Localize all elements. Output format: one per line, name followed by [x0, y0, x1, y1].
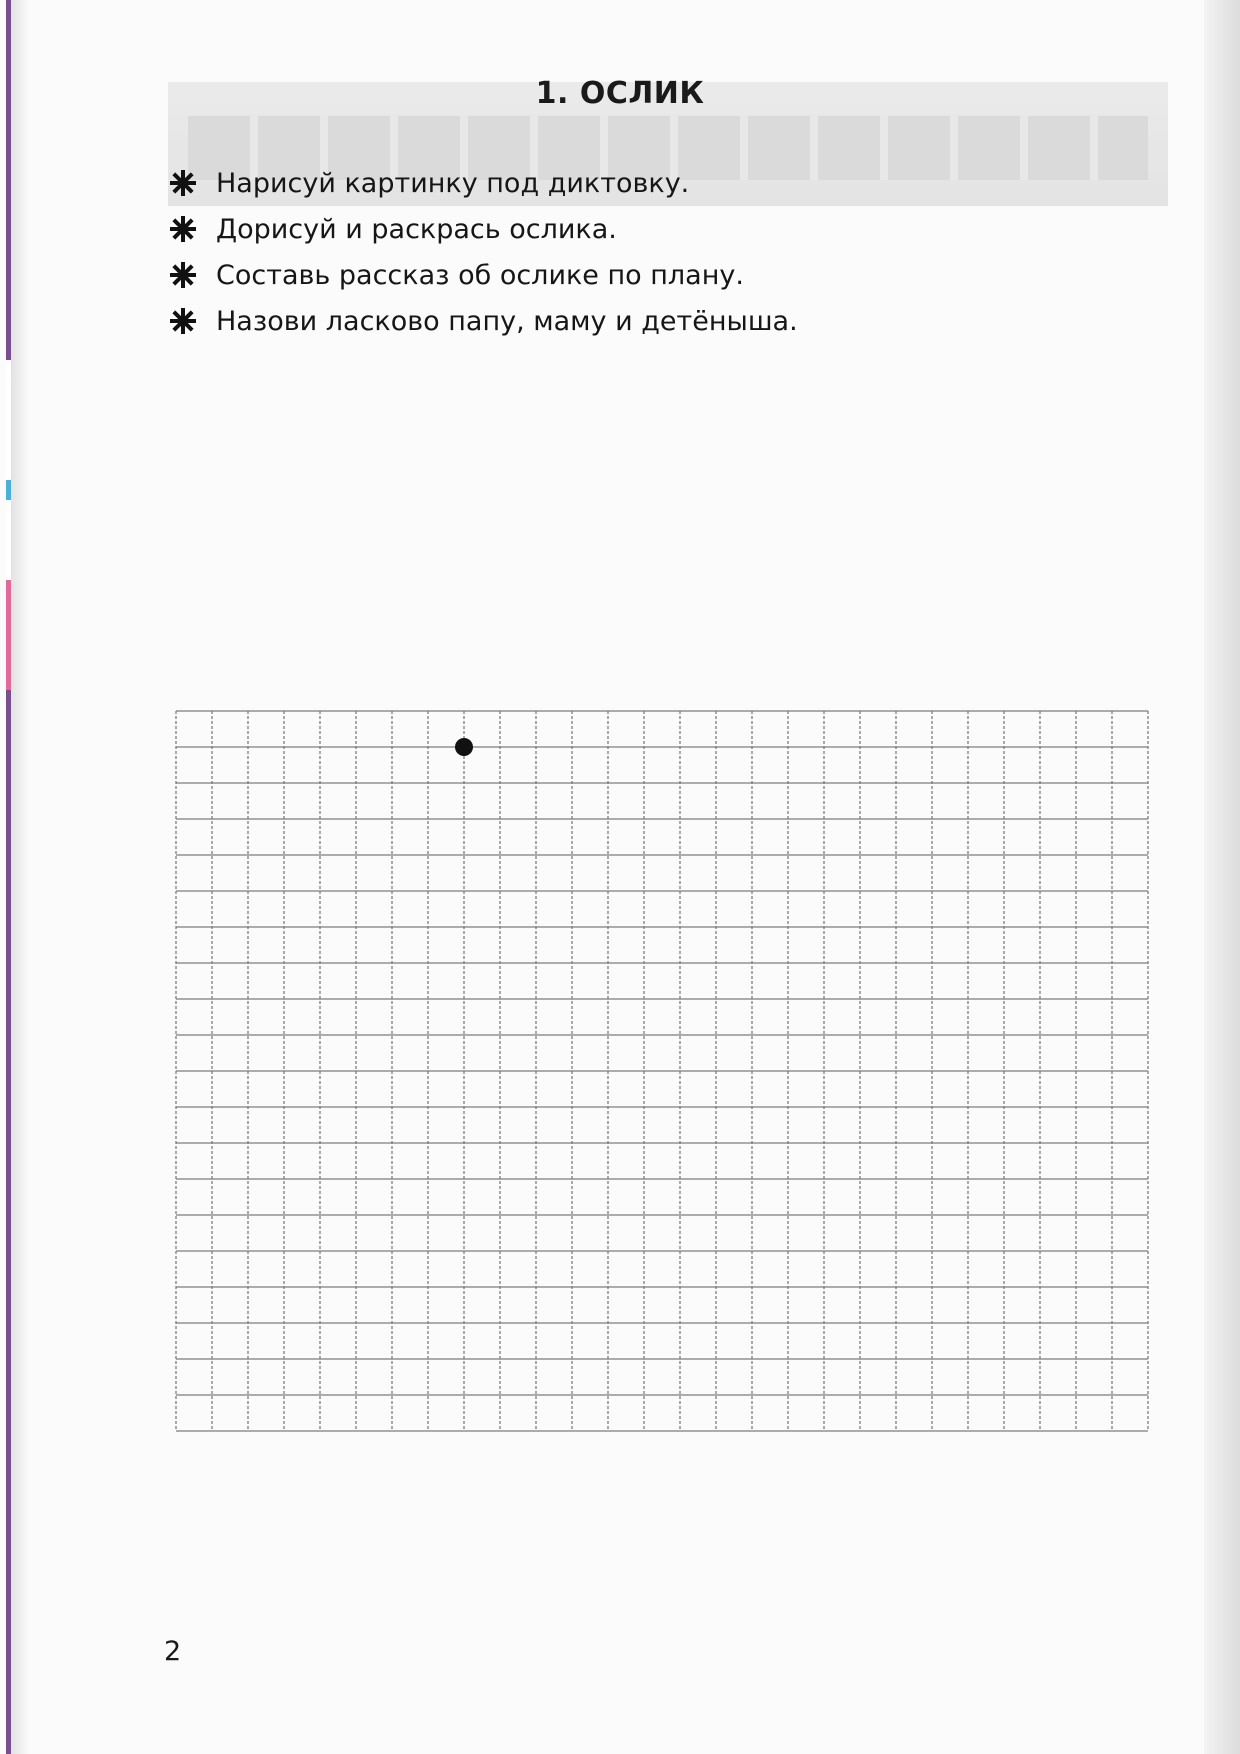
task-text: Нарисуй картинку под диктовку.	[216, 167, 690, 199]
task-text: Назови ласково папу, маму и детёныша.	[216, 305, 798, 337]
page-edge-shadow	[1204, 0, 1240, 1754]
graph-paper-grid[interactable]	[175, 710, 1149, 1432]
task-item	[170, 160, 798, 206]
task-item	[170, 252, 798, 298]
task-list	[170, 160, 798, 344]
page-number: 2	[164, 1636, 182, 1667]
star-bullet-icon	[170, 216, 196, 242]
task-text: Дорисуй и раскрась ослика.	[216, 213, 617, 245]
drawing-grid-area[interactable]	[175, 710, 1149, 1436]
star-bullet-icon	[170, 262, 196, 288]
star-bullet-icon	[170, 308, 196, 334]
star-bullet-icon	[170, 170, 196, 196]
page-title: 1. ОСЛИК	[535, 76, 705, 111]
starting-dot	[455, 738, 473, 756]
binding-shadow	[11, 0, 29, 1754]
task-item	[170, 298, 798, 344]
task-item	[170, 206, 798, 252]
task-text: Составь рассказ об ослике по плану.	[216, 259, 744, 291]
